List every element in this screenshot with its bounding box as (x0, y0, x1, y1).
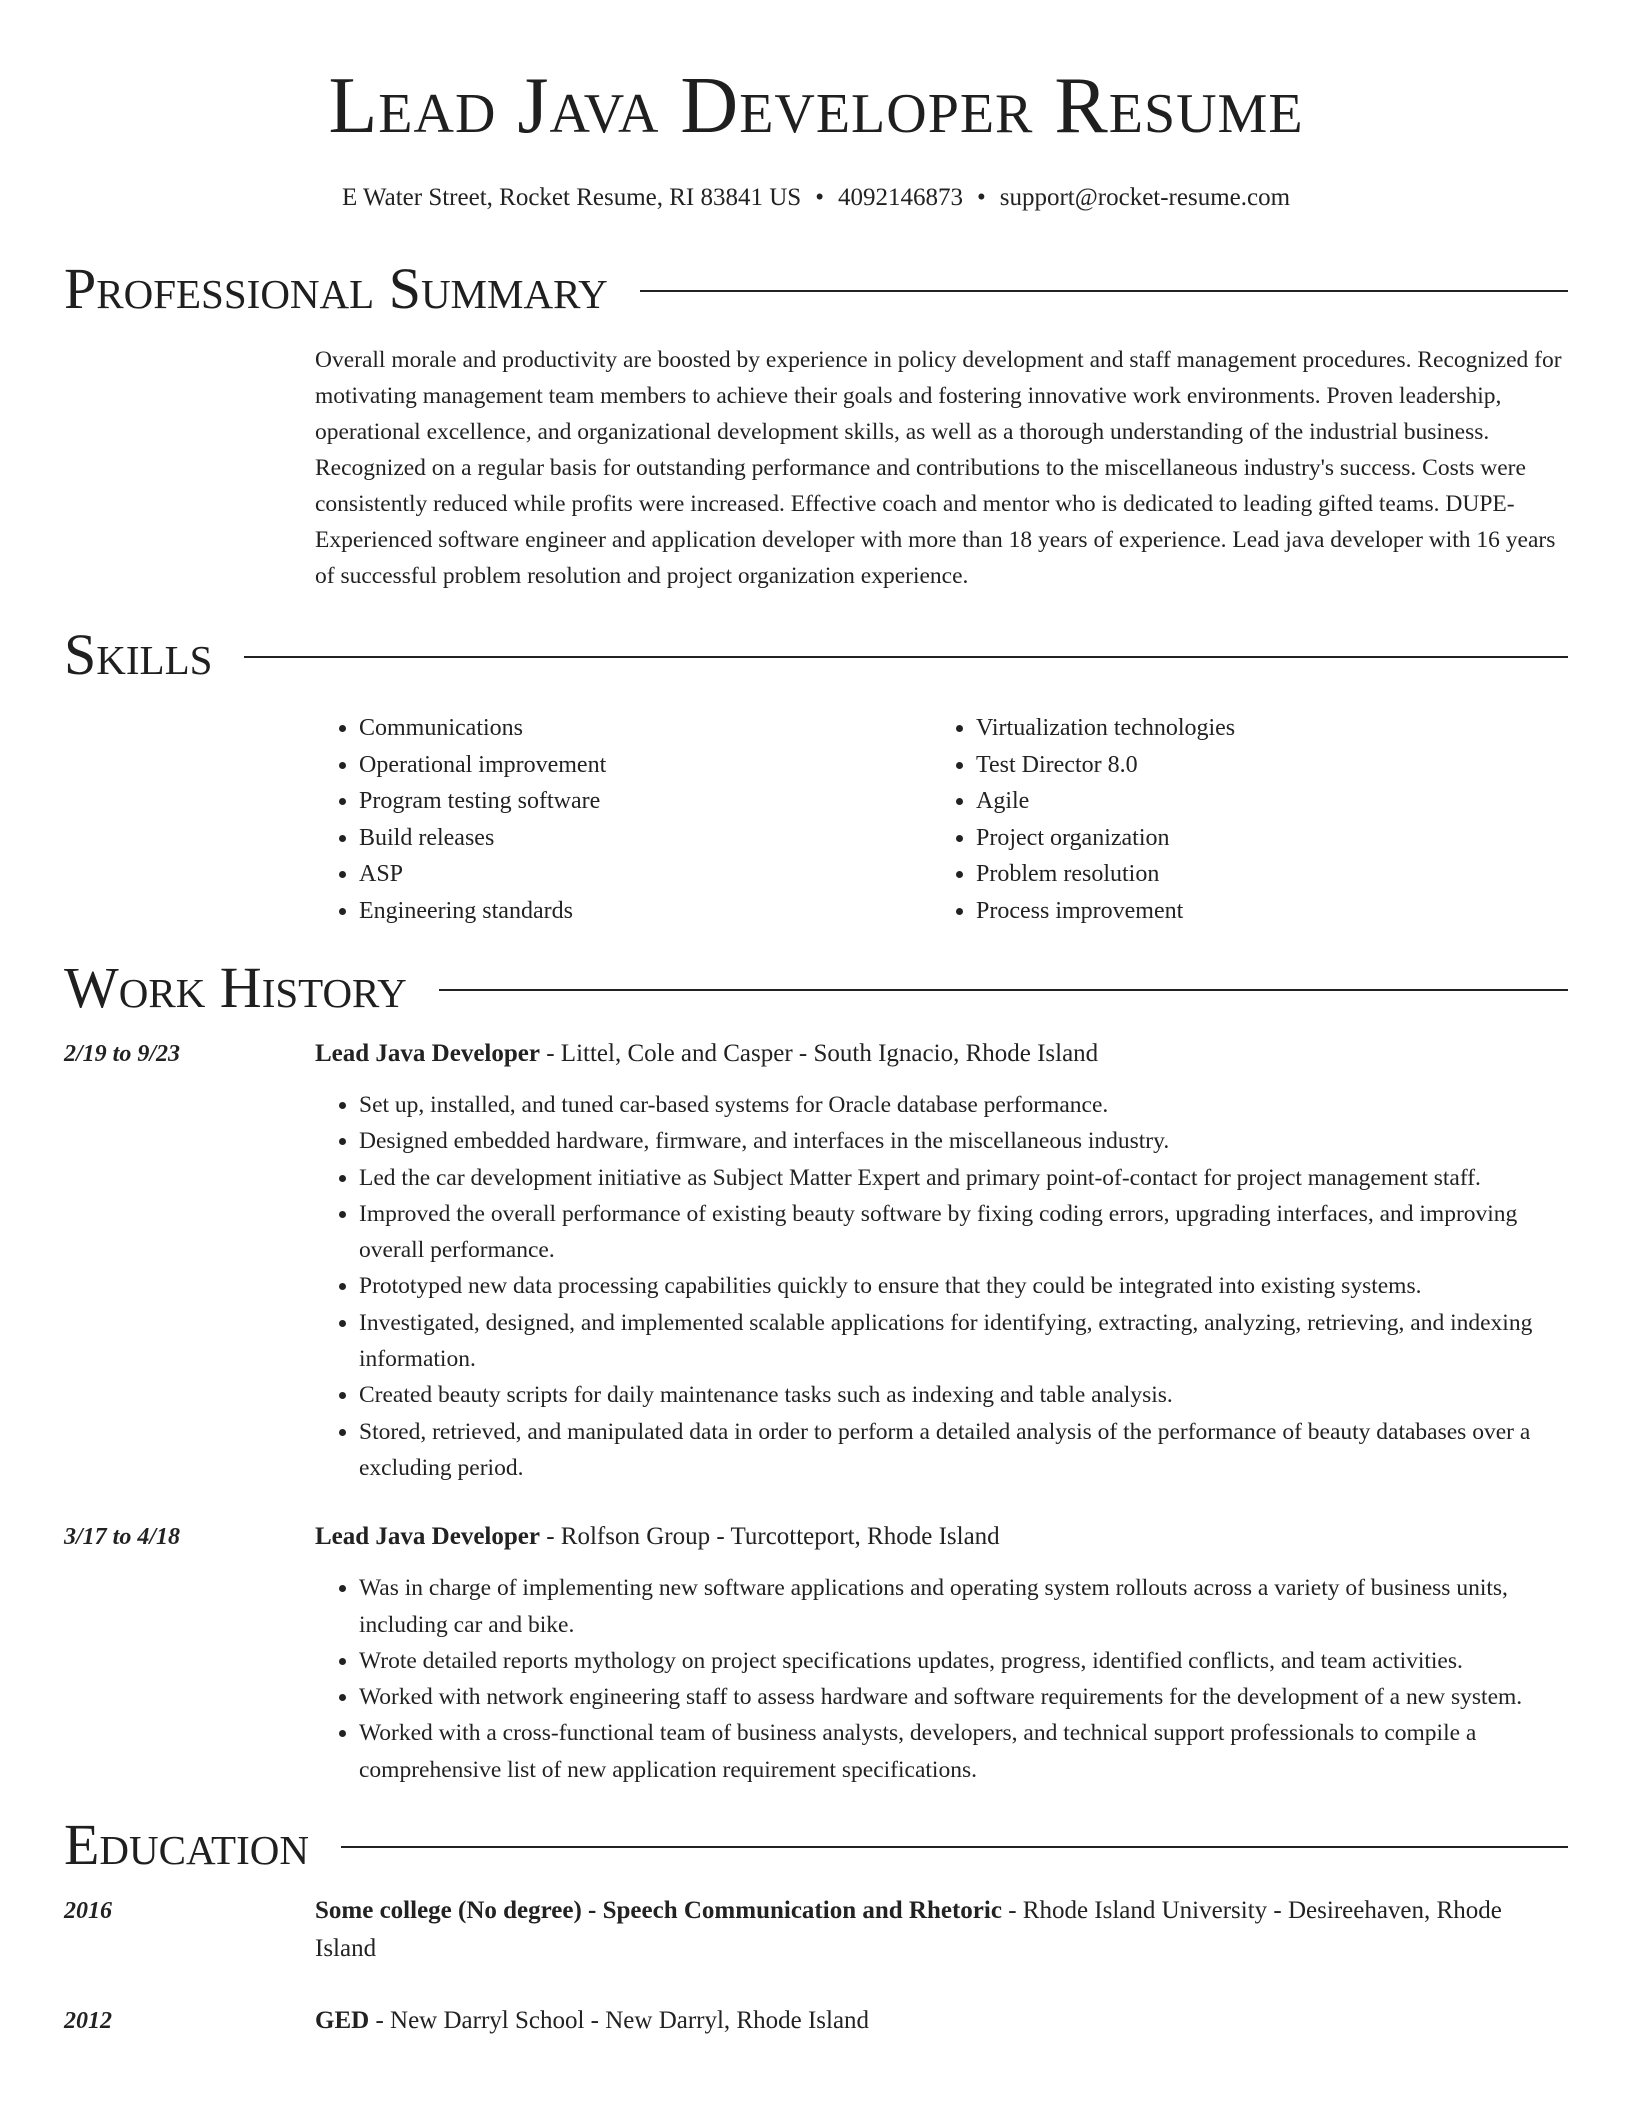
job-bullet: • Wrote detailed reports mythology on project specifications updates, progress, identified conflicts, and team activities. (359, 1643, 1568, 1679)
skill-item: • Project organization (976, 820, 1235, 857)
education-details: - Rhode Island University - Desireehaven, Rhode Island (315, 1897, 1502, 1963)
separator: • (815, 184, 824, 211)
job-entry (64, 1518, 1568, 1788)
job-bullets (315, 1087, 1568, 1486)
job-body (315, 1035, 1568, 1486)
section-heading: Skills (64, 622, 213, 687)
section-heading: Professional Summary (64, 256, 608, 321)
job-title: Lead Java Developer (315, 1523, 540, 1551)
work-section-header (64, 955, 1568, 1021)
job-entry (64, 1035, 1568, 1486)
skill-item: • Operational improvement (359, 747, 932, 784)
skills-column-2 (932, 710, 1235, 929)
section-heading: Work History (64, 955, 407, 1020)
address: E Water Street, Rocket Resume, RI 83841 US (341, 184, 802, 211)
job-header (315, 1035, 1568, 1073)
job-details: - Littel, Cole and Casper - South Ignacio, Rhode Island (539, 1040, 1099, 1067)
section-divider (640, 290, 1568, 292)
skill-item: • Program testing software (359, 783, 932, 820)
job-bullet: • Designed embedded hardware, firmware, and interfaces in the miscellaneous industry. (359, 1123, 1568, 1159)
skill-item: • Build releases (359, 820, 932, 857)
education-degree: GED (315, 2007, 370, 2035)
job-header (315, 1518, 1568, 1556)
contact-line (64, 182, 1568, 214)
job-title: Lead Java Developer (315, 1040, 540, 1067)
email-link[interactable]: support@rocket-resume.com (999, 184, 1291, 211)
job-bullet: • Created beauty scripts for daily maintenance tasks such as indexing and table analysis. (359, 1377, 1568, 1413)
section-divider (244, 656, 1568, 658)
job-date: 2/19 to 9/23 (64, 1041, 181, 1067)
skill-item: • Agile (976, 783, 1235, 820)
education-date: 2012 (64, 2008, 112, 2035)
summary-section (315, 342, 1568, 594)
skill-item: • Process improvement (976, 893, 1235, 930)
summary-text: Overall morale and productivity are boosted by experience in policy development and staff management procedures. Recognized for motivating management team members to achieve their goals and fostering innovative work environments. Proven leadership, operational excellence, and organizational development skills, as well as a thorough understanding of the industrial business. Recognized on a regular basis for outstanding performance and contributions to the miscellaneous industry's success. Costs were consistently reduced while profits were increased. Effective coach and mentor who is dedicated to leading gifted teams. DUPE- Experienced software engineer and application developer with more than 18 years of experience. Lead java developer with 16 years of successful problem resolution and project organization experience. (315, 347, 1562, 589)
resume-title: Lead Java Developer Resume (328, 62, 1304, 150)
education-section-header (64, 1812, 1568, 1878)
job-body (315, 1518, 1568, 1788)
education-degree: Some college (No degree) - Speech Communication and Rhetoric (315, 1897, 1002, 1925)
skills-section-header (64, 622, 1568, 688)
skill-item: • Virtualization technologies (976, 710, 1235, 747)
job-details: - Rolfson Group - Turcotteport, Rhode Island (539, 1523, 1000, 1551)
job-bullet: • Prototyped new data processing capabilities quickly to ensure that they could be integrated into existing systems. (359, 1268, 1568, 1304)
job-bullet: • Investigated, designed, and implemented scalable applications for identifying, extracting, analyzing, retrieving, and indexing information. (359, 1305, 1568, 1378)
job-bullet: • Set up, installed, and tuned car-based systems for Oracle database performance. (359, 1087, 1568, 1123)
education-header (315, 2002, 869, 2040)
job-bullets (315, 1570, 1568, 1788)
skill-item: • ASP (359, 856, 932, 893)
job-date: 3/17 to 4/18 (64, 1524, 181, 1551)
education-entry (64, 2002, 1568, 2040)
education-details: - New Darryl School - New Darryl, Rhode Island (369, 2007, 870, 2035)
education-header (315, 1892, 1568, 1968)
skills-column-1 (315, 710, 932, 929)
section-divider (439, 989, 1568, 991)
phone: 4092146873 (837, 184, 963, 211)
job-bullet: • Worked with network engineering staff to assess hardware and software requirements for the development of a new system. (359, 1679, 1568, 1715)
section-divider (341, 1846, 1568, 1848)
skills-list (315, 710, 1568, 929)
summary-section-header (64, 256, 1568, 322)
job-bullet: • Led the car development initiative as Subject Matter Expert and primary point-of-contact for project management staff. (359, 1160, 1568, 1196)
job-bullet: • Worked with a cross-functional team of business analysts, developers, and technical support professionals to compile a comprehensive list of new application requirement specifications. (359, 1715, 1568, 1788)
skill-item: • Engineering standards (359, 893, 932, 930)
skill-item: • Communications (359, 710, 932, 747)
job-bullet: • Was in charge of implementing new software applications and operating system rollouts across a variety of business units, including car and bike. (359, 1570, 1568, 1643)
job-bullet: • Improved the overall performance of existing beauty software by fixing coding errors, upgrading interfaces, and improving overall performance. (359, 1196, 1568, 1269)
separator: • (976, 184, 986, 211)
job-bullet: • Stored, retrieved, and manipulated data in order to perform a detailed analysis of the performance of beauty databases over a excluding period. (359, 1414, 1568, 1487)
section-heading: Education (64, 1812, 309, 1878)
education-entry (64, 1892, 1568, 1968)
education-date: 2016 (64, 1898, 112, 1925)
skill-item: • Test Director 8.0 (976, 747, 1235, 784)
skill-item: • Problem resolution (976, 856, 1235, 893)
